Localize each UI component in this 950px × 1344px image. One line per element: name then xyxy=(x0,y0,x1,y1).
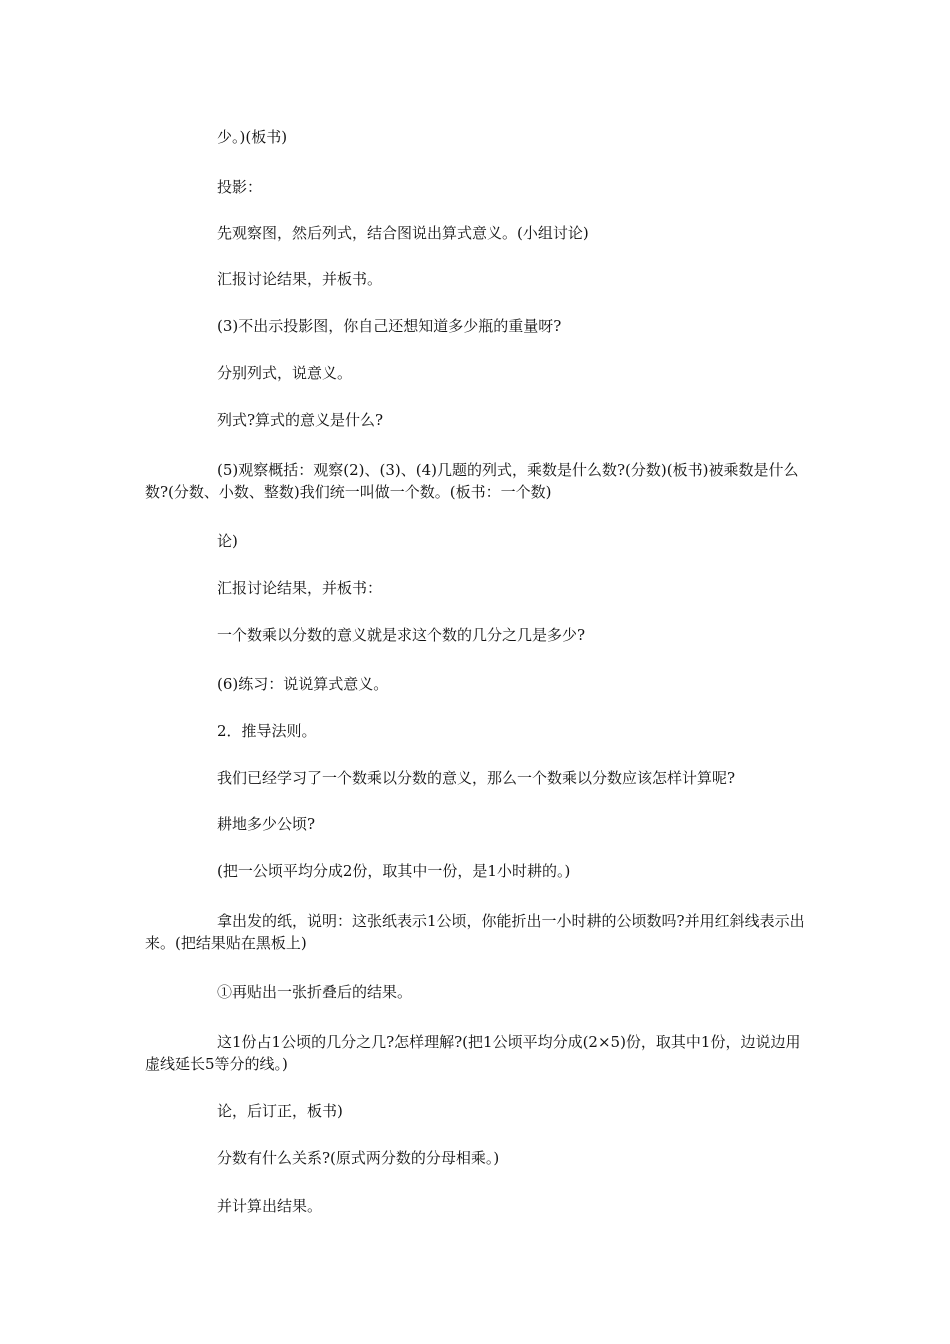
paragraph-20: 论，后订正，板书) xyxy=(217,1102,343,1120)
paragraph-4: 汇报讨论结果，并板书。 xyxy=(217,270,383,288)
paragraph-12: (6)练习：说说算式意义。 xyxy=(217,675,389,693)
paragraph-7: 列式?算式的意义是什么? xyxy=(217,411,384,429)
paragraph-22: 并计算出结果。 xyxy=(217,1197,323,1215)
paragraph-19: 这1份占1公顷的几分之几?怎样理解?(把1公顷平均分成(2×5)份，取其中1份，边说边用虚线延长5等分的线。) xyxy=(145,1033,801,1073)
paragraph-10: 汇报讨论结果，并板书： xyxy=(217,579,383,597)
paragraph-2: 投影： xyxy=(217,178,263,196)
paragraph-3: 先观察图，然后列式，结合图说出算式意义。(小组讨论) xyxy=(217,224,589,242)
paragraph-8: (5)观察概括：观察(2)、(3)、(4)几题的列式，乘数是什么数?(分数)(板书)被乘数是什么数?(分数、小数、整数)我们统一叫做一个数。(板书：一个数) xyxy=(145,461,799,501)
paragraph-21: 分数有什么关系?(原式两分数的分母相乘。) xyxy=(217,1149,500,1167)
paragraph-6: 分别列式，说意义。 xyxy=(217,364,353,382)
paragraph-14: 我们已经学习了一个数乘以分数的意义，那么一个数乘以分数应该怎样计算呢? xyxy=(217,769,736,787)
paragraph-11: 一个数乘以分数的意义就是求这个数的几分之几是多少? xyxy=(217,626,586,644)
paragraph-16: (把一公顷平均分成2份，取其中一份，是1小时耕的。) xyxy=(217,862,571,880)
paragraph-18: ①再贴出一张折叠后的结果。 xyxy=(217,983,413,1001)
paragraph-5: (3)不出示投影图，你自己还想知道多少瓶的重量呀? xyxy=(217,317,562,335)
paragraph-9: 论) xyxy=(217,532,238,550)
paragraph-15: 耕地多少公顷? xyxy=(217,815,316,833)
paragraph-1: 少。)(板书) xyxy=(217,128,288,146)
paragraph-13: 2．推导法则。 xyxy=(217,722,317,740)
paragraph-17: 拿出发的纸，说明：这张纸表示1公顷，你能折出一小时耕的公顷数吗?并用红斜线表示出来。(把结果贴在黑板上) xyxy=(145,912,805,952)
